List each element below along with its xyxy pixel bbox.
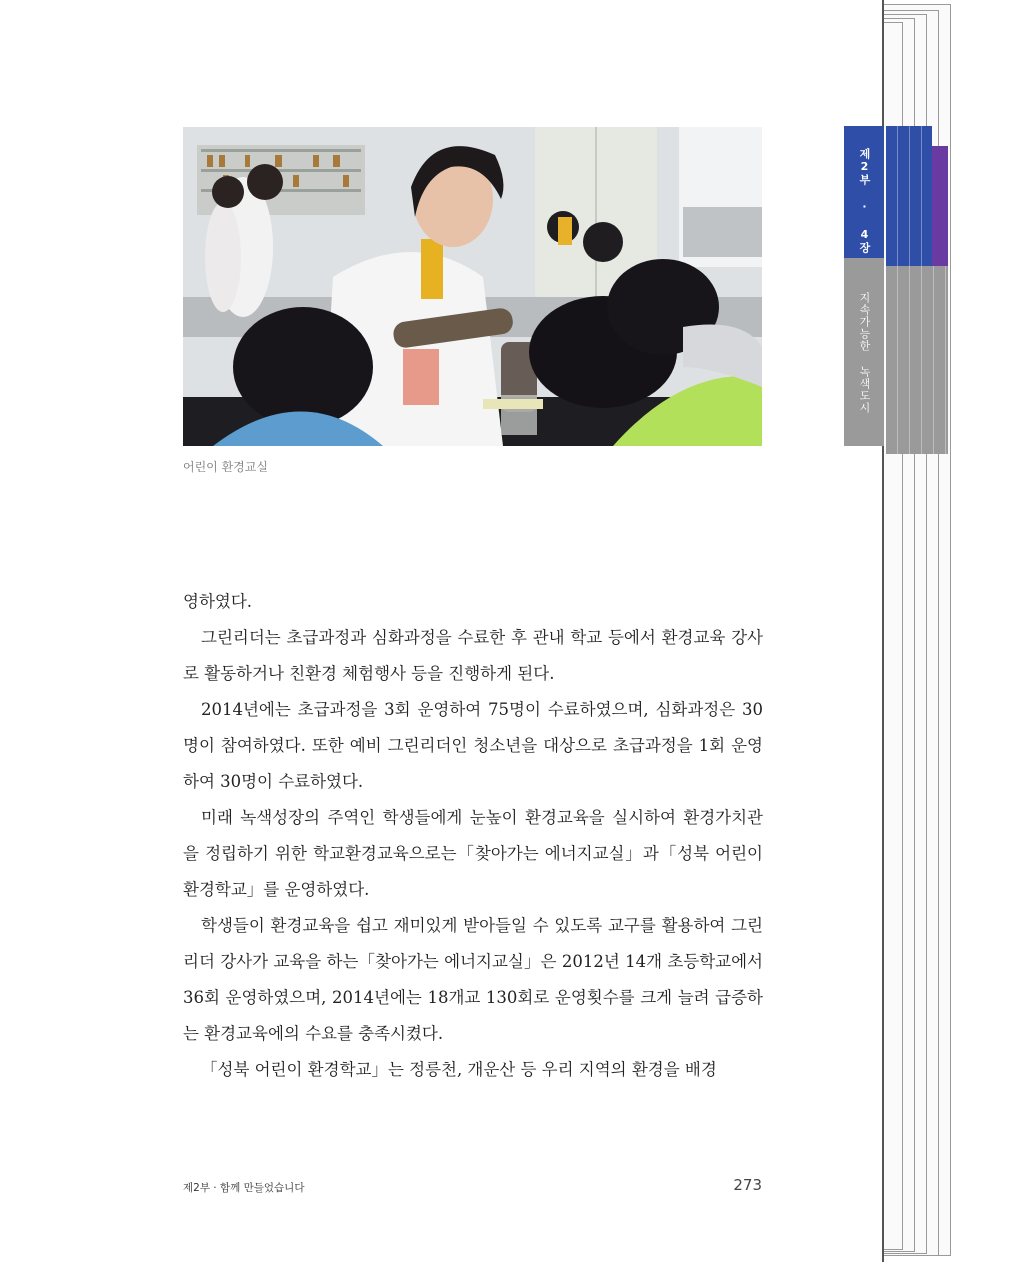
body-text [183,584,763,1088]
paragraph: 미래 녹색성장의 주역인 학생들에게 눈높이 환경교육을 실시하여 환경가치관을 정립하기 위한 학교환경교육으로는「찾아가는 에너지교실」과「성북 어린이 환경학교」를 운영하였다. [183,808,763,899]
children-environment-classroom-photo [183,127,762,446]
edge-tab-lines [886,126,932,266]
section-tab[interactable]: 제2부 · 4장 [844,126,884,258]
paragraph: 2014년에는 초급과정을 3회 운영하여 75명이 수료하였으며, 심화과정은 30명이 참여하였다. 또한 예비 그린리더인 청소년을 대상으로 초급과정을 1회 운영하여 30명이 수료하였다. [183,700,763,791]
edge-tab-purple [932,146,948,272]
paragraph: 그린리더는 초급과정과 심화과정을 수료한 후 관내 학교 등에서 환경교육 강사로 활동하거나 친환경 체험행사 등을 진행하게 된다. [183,628,763,683]
edge-tab-lines [886,266,948,454]
paragraph: 「성북 어린이 환경학교」는 정릉천, 개운산 등 우리 지역의 환경을 배경 [201,1060,717,1079]
paragraph: 영하였다. [183,592,253,611]
chapter-tab[interactable]: 지속가능한 녹색도시 [844,258,884,446]
paragraph: 학생들이 환경교육을 쉽고 재미있게 받아들일 수 있도록 교구를 활용하여 그린리더 강사가 교육을 하는「찾아가는 에너지교실」은 2012년 14개 초등학교에서 36회 운영하였으며, 2014년에는 18개교 130회로 운영횟수를 크게 늘려 급증하는 환경교육에의 수요를 충족시켰다. [183,916,763,1043]
page-number: 273 [733,1176,762,1194]
running-title: 제2부 · 함께 만들었습니다 [183,1182,305,1194]
figure-caption: 어린이 환경교실 [183,460,268,474]
